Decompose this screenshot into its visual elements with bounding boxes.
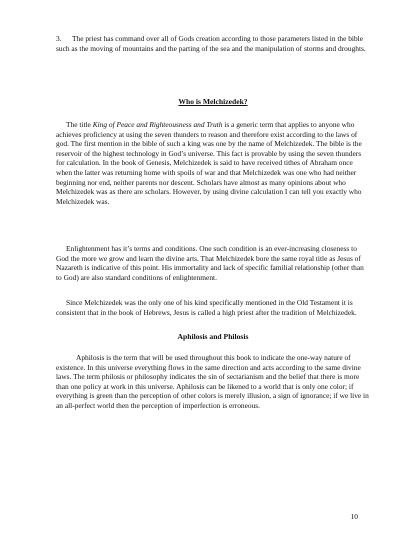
paragraph-text: Aphilosis is the term that will be used throughout this book to indicate the one-way nature of existence. In this universe everything flows in the same direction and acts according to the same divine laws. The term philosis or philosophy indicates the sin of sectarianism and the belief that there is more than one policy at work in this universe. Aphilosis can be likened to a world that is only one color; if everything is green than the perception of other colors is merely illusion, a sign of ignorance; if we live in an all-perfect world then the perception of imperfection is erroneous. bbox=[56, 353, 369, 410]
paragraph-enlightenment bbox=[56, 244, 370, 282]
paragraph-text-end: is a generic term that applies to anyone who achieves proficiency at using the seven thunders to reason and therefore exist according to the laws of god. The first mention in the bible of such a king was one by the name of Melchizedek. The bible is the reservoir of the highest technology in God’s universe. This fact is provable by using the seven thunders for calculation. In the book of Genesis, Melchizedek is said to have received tithes of Abraham once when the latter was returning home with spoils of war and that Melchizedek was one who had neither beginning nor end, neither parents nor descent. Scholars have almost as many opinions about who Melchizedek was as there are scholars. However, by using divine calculation I can tell you exactly who Melchizedek was. bbox=[56, 120, 362, 206]
list-item-text: The priest has command over all of Gods creation according to those parameters listed in the bible such as the moving of mountains and the parting of the sea and the manipulation of storms and droughts. bbox=[56, 34, 366, 53]
page-number: 10 bbox=[350, 512, 358, 521]
paragraph-hebrews bbox=[56, 298, 370, 317]
section-heading-melchizedek bbox=[56, 97, 370, 107]
paragraph-text: Enlightenment has it’s terms and conditions. One such condition is an ever-increasing closeness to God the more we grow and learn the divine arts. That Melchizedek bore the same royal title as Jesus of Nazareth is indicative of this point. His immortality and lack of specific familial relationship (other than to God) are also standard conditions of enlightenment. bbox=[56, 244, 364, 282]
section-heading-text: Who is Melchizedek? bbox=[178, 97, 248, 106]
list-item-number: 3. bbox=[56, 34, 62, 43]
section-heading-text: Aphilosis and Philosis bbox=[177, 332, 249, 341]
paragraph-text-start: The title bbox=[66, 120, 93, 129]
list-item-3 bbox=[56, 34, 370, 53]
paragraph-aphilosis bbox=[56, 353, 370, 411]
paragraph-title-intro bbox=[56, 120, 370, 206]
paragraph-text: Since Melchizedek was the only one of his kind specifically mentioned in the Old Testament it is consistent that in the book of Hebrews, Jesus is called a high priest after the tradition of Melchizedek. bbox=[56, 298, 357, 317]
paragraph-italic-title: King of Peace and Righteousness and Truth bbox=[92, 120, 223, 129]
section-heading-aphilosis bbox=[56, 332, 370, 342]
